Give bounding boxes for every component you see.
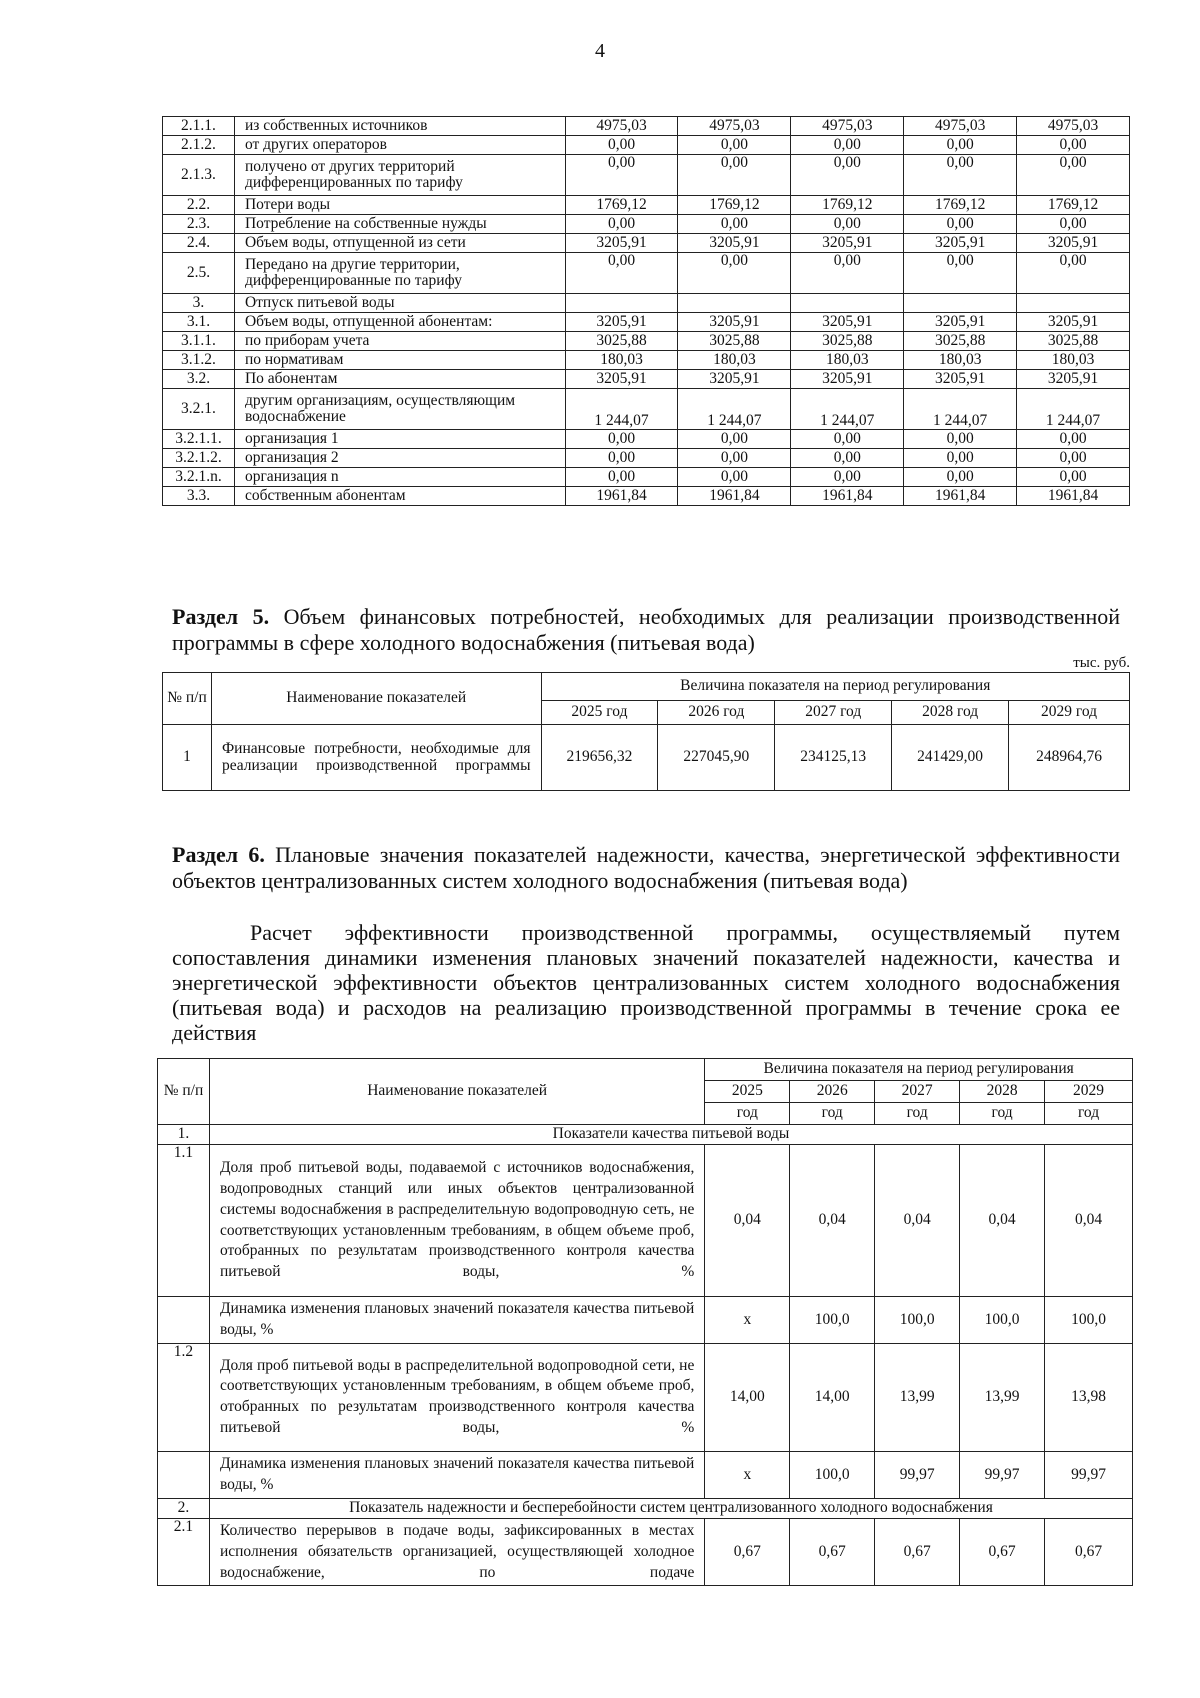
row-num: 2.1.2. <box>163 136 235 155</box>
row-num: 3.1.1. <box>163 332 235 351</box>
row-name: Передано на другие территории, дифференцированные по тарифу <box>234 253 565 294</box>
row-num: 3.2.1.n. <box>163 468 235 487</box>
value-cell: 0,00 <box>565 253 678 294</box>
value-cell: 1 244,07 <box>791 389 904 430</box>
table-row <box>163 487 1130 506</box>
value-cell: 0,00 <box>1017 215 1130 234</box>
value-cell: 13,98 <box>1045 1343 1133 1451</box>
row-name: Потребление на собственные нужды <box>234 215 565 234</box>
value-cell: 3205,91 <box>904 234 1017 253</box>
value-cell: 3025,88 <box>565 332 678 351</box>
table-row <box>163 370 1130 389</box>
value-cell: 1961,84 <box>791 487 904 506</box>
value-cell: 248964,76 <box>1009 725 1130 791</box>
value-cell: 0,00 <box>904 449 1017 468</box>
value-cell: 3205,91 <box>791 370 904 389</box>
value-cell: 0,00 <box>791 449 904 468</box>
row-name: из собственных источников <box>234 117 565 136</box>
value-cell: 0,00 <box>678 468 791 487</box>
value-cell: 180,03 <box>678 351 791 370</box>
value-cell: 99,97 <box>1045 1451 1133 1498</box>
value-cell: 1769,12 <box>904 196 1017 215</box>
value-cell: 0,00 <box>1017 155 1130 196</box>
value-cell: 3205,91 <box>678 234 791 253</box>
row-num: 2.1.1. <box>163 117 235 136</box>
value-cell: 0,04 <box>705 1145 790 1297</box>
col-name-header: Наименование показателей <box>211 673 541 725</box>
col-num-header: № п/п <box>163 673 212 725</box>
section6-paragraph: Расчет эффективности производственной программы, осуществляемый путем сопоставления динамики изменения плановых значений показателей надежности, качества и энергетической эффективности объектов централизованных систем холодного водоснабжения (питьевая вода) и расходов на реализацию производственной программы в течение срока ее действия <box>172 920 1120 1045</box>
value-cell: 100,0 <box>960 1297 1045 1344</box>
table-row <box>163 389 1130 430</box>
value-cell: 0,67 <box>790 1518 875 1586</box>
table-row <box>163 332 1130 351</box>
row-num: 2.1.3. <box>163 155 235 196</box>
table-row <box>163 351 1130 370</box>
value-cell: 0,00 <box>1017 449 1130 468</box>
value-cell: 0,04 <box>790 1145 875 1297</box>
value-cell: 100,0 <box>875 1297 960 1344</box>
value-cell: 219656,32 <box>541 725 658 791</box>
year-header: 2025 год <box>541 701 658 725</box>
value-cell: x <box>705 1451 790 1498</box>
table-row <box>163 136 1130 155</box>
value-cell: 0,00 <box>678 155 791 196</box>
value-cell: 99,97 <box>875 1451 960 1498</box>
row-name: организация 2 <box>234 449 565 468</box>
row-num: 3.1.2. <box>163 351 235 370</box>
row-name: по нормативам <box>234 351 565 370</box>
value-cell: 3205,91 <box>904 370 1017 389</box>
section6-heading: Раздел 6. Плановые значения показателей надежности, качества, энергетической эффективности объектов централизованных систем холодного водоснабжения (питьевая вода) <box>172 842 1120 893</box>
value-cell <box>791 294 904 313</box>
value-cell: 13,99 <box>960 1343 1045 1451</box>
row-name: Количество перерывов в подаче воды, зафиксированных в местах исполнения обязательств организацией, осуществляющей холодное водоснабжение, по подаче <box>209 1518 704 1586</box>
value-cell: 3205,91 <box>791 234 904 253</box>
value-cell: 0,00 <box>1017 430 1130 449</box>
value-cell: 0,00 <box>565 468 678 487</box>
row-name: Объем воды, отпущенной из сети <box>234 234 565 253</box>
row-name: Доля проб питьевой воды в распределительной водопроводной сети, не соответствующих установленным требованиям, в общем объеме проб, отобранных по результатам производственного контроля качества питьевой воды, % <box>209 1343 704 1451</box>
row-num: 1 <box>163 725 212 791</box>
row-num: 2.4. <box>163 234 235 253</box>
value-cell: 0,04 <box>960 1145 1045 1297</box>
value-cell: 4975,03 <box>678 117 791 136</box>
value-cell: 0,67 <box>1045 1518 1133 1586</box>
table-row <box>163 196 1130 215</box>
value-cell: 0,00 <box>904 430 1017 449</box>
row-num: 2.1 <box>158 1518 210 1586</box>
value-cell: 3205,91 <box>904 313 1017 332</box>
value-cell: 0,00 <box>678 215 791 234</box>
value-cell: 0,04 <box>1045 1145 1133 1297</box>
units-label: тыс. руб. <box>1073 655 1130 671</box>
value-cell: 3205,91 <box>565 313 678 332</box>
water-balance-table <box>162 116 1130 506</box>
table-row <box>163 117 1130 136</box>
group-num: 1. <box>158 1125 210 1145</box>
row-num: 3. <box>163 294 235 313</box>
row-num: 3.1. <box>163 313 235 332</box>
value-cell: 1769,12 <box>565 196 678 215</box>
value-cell: 14,00 <box>705 1343 790 1451</box>
year-header: 2028 <box>960 1081 1045 1103</box>
indicators-table <box>157 1058 1133 1586</box>
value-cell <box>1017 294 1130 313</box>
row-num: 3.2.1. <box>163 389 235 430</box>
value-cell: 3025,88 <box>678 332 791 351</box>
year-header: 2026 <box>790 1081 875 1103</box>
year-suffix: год <box>790 1103 875 1125</box>
year-suffix: год <box>960 1103 1045 1125</box>
value-cell: 0,67 <box>875 1518 960 1586</box>
page-number: 4 <box>595 40 605 62</box>
row-name: По абонентам <box>234 370 565 389</box>
value-cell: 1769,12 <box>1017 196 1130 215</box>
value-cell: 0,67 <box>960 1518 1045 1586</box>
value-cell: 1961,84 <box>904 487 1017 506</box>
value-cell: 3025,88 <box>791 332 904 351</box>
value-cell: 0,00 <box>791 155 904 196</box>
year-header: 2026 год <box>658 701 775 725</box>
year-header: 2028 год <box>892 701 1009 725</box>
value-cell: 0,00 <box>904 155 1017 196</box>
value-cell: 3205,91 <box>1017 313 1130 332</box>
year-header: 2029 год <box>1009 701 1130 725</box>
table-row <box>163 155 1130 196</box>
value-cell: 1961,84 <box>1017 487 1130 506</box>
row-name: другим организациям, осуществляющим водоснабжение <box>234 389 565 430</box>
table-row <box>163 468 1130 487</box>
row-name: по приборам учета <box>234 332 565 351</box>
value-cell: 0,00 <box>791 215 904 234</box>
value-cell: 180,03 <box>565 351 678 370</box>
year-header: 2027 <box>875 1081 960 1103</box>
row-name: организация 1 <box>234 430 565 449</box>
row-num: 3.2. <box>163 370 235 389</box>
row-name: Доля проб питьевой воды, подаваемой с источников водоснабжения, водопроводных станций или иных объектов централизованной системы водоснабжения в распределительную водопроводную сеть, не соответствующих установленным требованиям, в общем объеме проб, отобранных по результатам производственного контроля качества питьевой воды, % <box>209 1145 704 1297</box>
table-row <box>163 430 1130 449</box>
value-cell: 1 244,07 <box>678 389 791 430</box>
year-suffix: год <box>875 1103 960 1125</box>
value-cell: 1 244,07 <box>1017 389 1130 430</box>
value-cell: 241429,00 <box>892 725 1009 791</box>
value-cell <box>678 294 791 313</box>
table-row <box>163 253 1130 294</box>
value-cell: 3205,91 <box>791 313 904 332</box>
row-num: 3.3. <box>163 487 235 506</box>
col-group-header: Величина показателя на период регулирования <box>541 673 1130 701</box>
row-name: получено от других территорий дифференцированных по тарифу <box>234 155 565 196</box>
value-cell: 3025,88 <box>1017 332 1130 351</box>
value-cell: 3205,91 <box>565 370 678 389</box>
row-name: Потери воды <box>234 196 565 215</box>
group-title: Показатель надежности и бесперебойности систем централизованного холодного водоснабжения <box>209 1498 1132 1518</box>
row-num: 2.2. <box>163 196 235 215</box>
value-cell: 0,00 <box>904 215 1017 234</box>
value-cell: 0,00 <box>565 155 678 196</box>
value-cell: 4975,03 <box>565 117 678 136</box>
value-cell: 99,97 <box>960 1451 1045 1498</box>
value-cell: 4975,03 <box>1017 117 1130 136</box>
row-name: Отпуск питьевой воды <box>234 294 565 313</box>
year-header: 2027 год <box>775 701 892 725</box>
value-cell: 3205,91 <box>678 313 791 332</box>
value-cell: x <box>705 1297 790 1344</box>
row-name: собственным абонентам <box>234 487 565 506</box>
value-cell: 1961,84 <box>678 487 791 506</box>
value-cell: 0,00 <box>565 136 678 155</box>
value-cell: 180,03 <box>904 351 1017 370</box>
value-cell: 0,67 <box>705 1518 790 1586</box>
section5-heading: Раздел 5. Объем финансовых потребностей, необходимых для реализации производственной программы в сфере холодного водоснабжения (питьевая вода) <box>172 604 1120 655</box>
row-num: 2.5. <box>163 253 235 294</box>
value-cell: 3205,91 <box>1017 370 1130 389</box>
row-name: Динамика изменения плановых значений показателя качества питьевой воды, % <box>209 1451 704 1498</box>
value-cell: 100,0 <box>790 1297 875 1344</box>
value-cell: 1769,12 <box>678 196 791 215</box>
row-num: 1.2 <box>158 1343 210 1451</box>
value-cell: 0,00 <box>904 136 1017 155</box>
year-suffix: год <box>705 1103 790 1125</box>
row-num: 3.2.1.1. <box>163 430 235 449</box>
row-name: Объем воды, отпущенной абонентам: <box>234 313 565 332</box>
row-num <box>158 1297 210 1344</box>
row-name: Динамика изменения плановых значений показателя качества питьевой воды, % <box>209 1297 704 1344</box>
table-row <box>163 234 1130 253</box>
year-header: 2029 <box>1045 1081 1133 1103</box>
table-row <box>163 449 1130 468</box>
value-cell: 1769,12 <box>791 196 904 215</box>
value-cell: 4975,03 <box>904 117 1017 136</box>
table-row <box>163 215 1130 234</box>
value-cell: 0,00 <box>565 430 678 449</box>
value-cell: 0,00 <box>678 430 791 449</box>
value-cell: 0,00 <box>1017 136 1130 155</box>
year-suffix: год <box>1045 1103 1133 1125</box>
col-num-header: № п/п <box>158 1059 210 1125</box>
value-cell: 0,00 <box>791 253 904 294</box>
row-num: 2.3. <box>163 215 235 234</box>
value-cell <box>565 294 678 313</box>
value-cell: 3025,88 <box>904 332 1017 351</box>
value-cell: 13,99 <box>875 1343 960 1451</box>
value-cell: 0,04 <box>875 1145 960 1297</box>
value-cell: 0,00 <box>791 468 904 487</box>
value-cell: 180,03 <box>791 351 904 370</box>
value-cell: 234125,13 <box>775 725 892 791</box>
value-cell: 0,00 <box>1017 253 1130 294</box>
value-cell: 0,00 <box>904 253 1017 294</box>
col-group-header: Величина показателя на период регулирования <box>705 1059 1133 1081</box>
financial-needs-table <box>162 672 1130 791</box>
year-header: 2025 <box>705 1081 790 1103</box>
table-row <box>163 313 1130 332</box>
value-cell: 1 244,07 <box>904 389 1017 430</box>
group-num: 2. <box>158 1498 210 1518</box>
value-cell: 3205,91 <box>565 234 678 253</box>
row-name: Финансовые потребности, необходимые для реализации производственной программы <box>211 725 541 791</box>
col-name-header: Наименование показателей <box>209 1059 704 1125</box>
value-cell: 0,00 <box>678 253 791 294</box>
row-num: 3.2.1.2. <box>163 449 235 468</box>
value-cell <box>904 294 1017 313</box>
row-num <box>158 1451 210 1498</box>
value-cell: 0,00 <box>791 136 904 155</box>
value-cell: 0,00 <box>678 449 791 468</box>
value-cell: 1961,84 <box>565 487 678 506</box>
row-name: организация n <box>234 468 565 487</box>
value-cell: 180,03 <box>1017 351 1130 370</box>
table-row <box>163 294 1130 313</box>
value-cell: 4975,03 <box>791 117 904 136</box>
value-cell: 0,00 <box>904 468 1017 487</box>
row-num: 1.1 <box>158 1145 210 1297</box>
value-cell: 0,00 <box>678 136 791 155</box>
value-cell: 0,00 <box>791 430 904 449</box>
value-cell: 100,0 <box>1045 1297 1133 1344</box>
value-cell: 3205,91 <box>1017 234 1130 253</box>
value-cell: 100,0 <box>790 1451 875 1498</box>
value-cell: 0,00 <box>1017 468 1130 487</box>
value-cell: 0,00 <box>565 449 678 468</box>
value-cell: 0,00 <box>565 215 678 234</box>
group-title: Показатели качества питьевой воды <box>209 1125 1132 1145</box>
value-cell: 227045,90 <box>658 725 775 791</box>
value-cell: 14,00 <box>790 1343 875 1451</box>
value-cell: 1 244,07 <box>565 389 678 430</box>
value-cell: 3205,91 <box>678 370 791 389</box>
row-name: от других операторов <box>234 136 565 155</box>
